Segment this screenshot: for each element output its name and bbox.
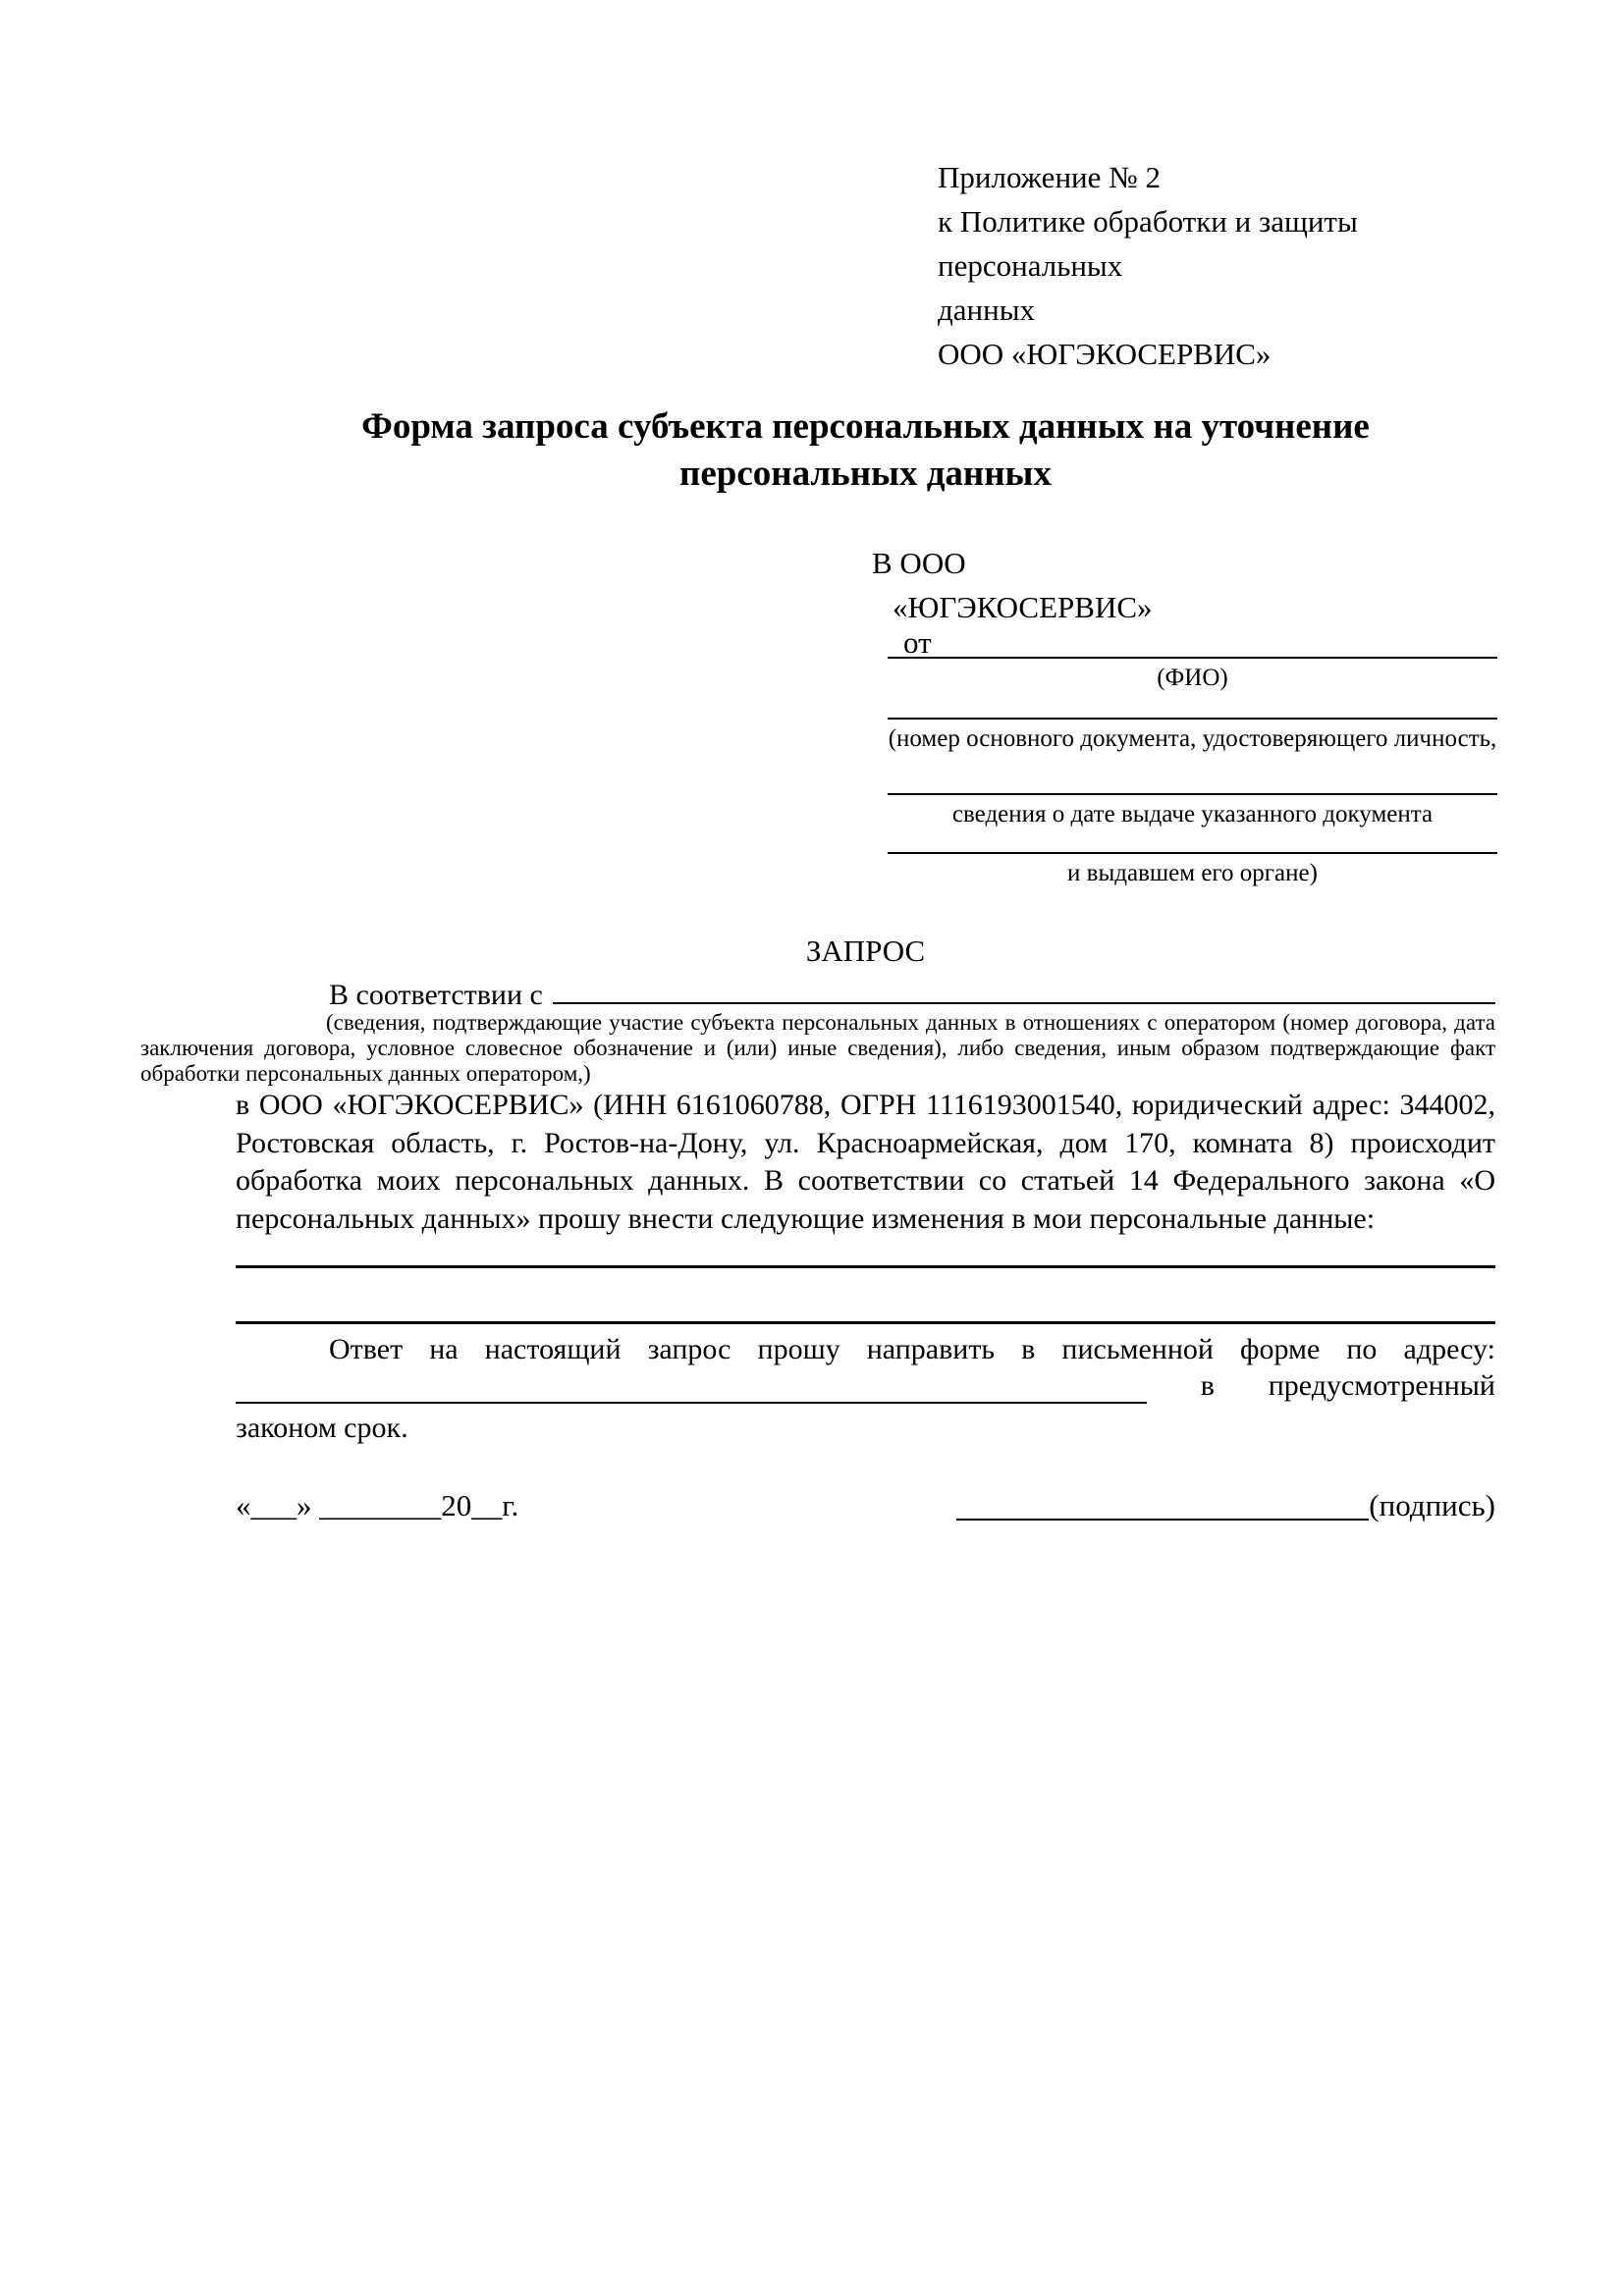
appendix-header-line: Приложение № 2 — [938, 160, 1161, 194]
addressee-from-label: от — [903, 625, 932, 660]
request-body-paragraph: в ООО «ЮГЭКОСЕРВИС» (ИНН 6161060788, ОГРН 1116193001540, юридический адрес: 344002, Ростовская область, г. Ростов-на-Дону, ул. Красноармейская, дом 170, комната 8) происходит обработка моих персональных данных. В соответствии со статьей 14 Федерального закона «О персональных данных» прошу внести следующие изменения в мои персональные данные: — [236, 1089, 1495, 1235]
intro-caption: (сведения, подтверждающие участие субъекта персональных данных в отношениях с оператором (номер договора, дата заключения договора, условное словесное обозначение и (или) иные сведения), либо сведения, иным образом подтверждающие факт обработки персональных данных оператором,) — [140, 1010, 1495, 1086]
request-heading: ЗАПРОС — [805, 934, 926, 968]
signature-group — [956, 1483, 1495, 1527]
signature-caption: (подпись) — [1369, 1488, 1495, 1522]
relationship-blank-line[interactable] — [553, 979, 1495, 1004]
response-word-v: в — [1200, 1369, 1215, 1402]
document-title-line1: Форма запроса субъекта персональных данных на уточнение — [361, 406, 1370, 447]
addressee-block — [872, 541, 1497, 887]
signature-blank-line[interactable] — [956, 1489, 1369, 1521]
appendix-header-line: данных — [938, 293, 1036, 327]
issuing-authority-blank-line[interactable] — [888, 852, 1497, 854]
document-title — [236, 403, 1495, 498]
intro-row — [236, 979, 1495, 1011]
issue-date-caption: сведения о дате выдаче указанного документа — [951, 801, 1434, 828]
document-number-caption: (номер основного документа, удостоверяющего личность, — [888, 725, 1497, 752]
page-content — [140, 0, 1497, 1527]
date-signature-row — [236, 1483, 1495, 1527]
fio-caption: (ФИО) — [1157, 665, 1228, 691]
addressee-line2: «ЮГЭКОСЕРВИС» — [893, 590, 1153, 624]
changes-blank-line-1[interactable] — [236, 1265, 1495, 1268]
addressee-line1: В ООО — [872, 546, 966, 580]
response-line1: Ответ на настоящий запрос прошу направить в письменной форме по адресу: — [329, 1333, 1495, 1365]
response-line3: законом срок. — [236, 1412, 408, 1444]
date-blank[interactable]: «___» ________20__г. — [236, 1488, 519, 1522]
response-line2 — [236, 1369, 1495, 1409]
fio-blank-line[interactable] — [888, 657, 1497, 659]
intro-prefix: В соответствии с — [329, 979, 543, 1011]
appendix-header-line: к Политике обработки и защиты персональных — [938, 204, 1358, 283]
issue-date-blank-line[interactable] — [888, 793, 1497, 795]
response-word-predusmotrennyy: предусмотренный — [1268, 1369, 1495, 1402]
issuing-authority-caption: и выдавшем его органе) — [1067, 860, 1318, 886]
address-blank-line[interactable] — [236, 1370, 1147, 1404]
appendix-header-line: ООО «ЮГЭКОСЕРВИС» — [938, 337, 1272, 371]
document-title-line2: персональных данных — [679, 454, 1052, 494]
changes-blank-line-2[interactable] — [236, 1321, 1495, 1324]
appendix-header — [938, 155, 1495, 376]
document-number-blank-line[interactable] — [888, 718, 1497, 720]
